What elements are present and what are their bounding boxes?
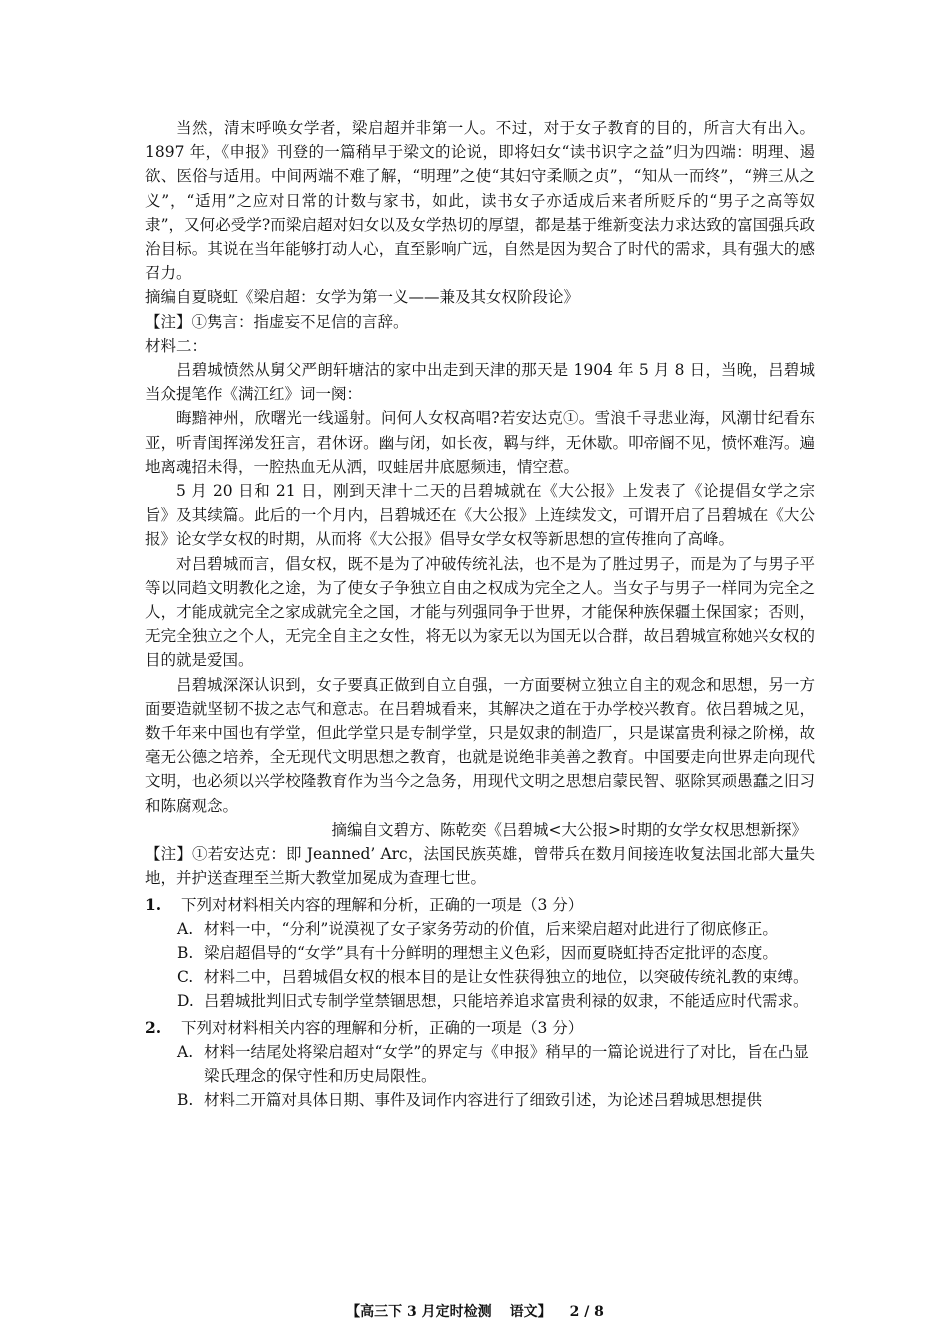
- note-material2: 【注】①若安达克：即 Jeanned’ Arc，法国民族英雄，曾带兵在数月间接连收复法国北部大量失地，并护送查理至兰斯大教堂加冕成为查理七世。: [145, 845, 815, 888]
- option-text: 材料二中，吕碧城倡女权的根本目的是让女性获得独立的地位，以突破传统礼教的束缚。: [204, 968, 809, 987]
- option-1b: [145, 941, 815, 965]
- option-1d: [145, 989, 815, 1013]
- option-2b: [145, 1088, 815, 1112]
- note-material1: 【注】①隽言：指虚妄不足信的言辞。: [145, 312, 409, 331]
- paragraph-material2-p3: 5 月 20 日和 21 日，刚到天津十二天的吕碧城就在《大公报》上发表了《论提倡女学之宗旨》及其续篇。此后的一个月内，吕碧城还在《大公报》上连续发文，可谓开启了吕碧城在《大公报》论女学女权的时期，从而将《大公报》倡导女学女权等新思想的宣传推向了高峰。: [145, 482, 815, 549]
- page-footer: [0, 1301, 950, 1321]
- paragraph-material1-end: 当然，清末呼唤女学者，梁启超并非第一人。不过，对于女子教育的目的，所言大有出入。1897 年，《申报》刊登的一篇稍早于梁文的论说，即将妇女“读书识字之益”归为四端：明理、遏欲、医俗与适用。中间两端不难了解，“明理”之使“其妇守柔顺之贞”，“知从一而终”，“辨三从之义”，“适用”之应对日常的计数与家书，如此，读书女子亦适成后来者所贬斥的“男子之高等奴隶”，又何必受学?而梁启超对妇女以及女学热切的厚望，都是基于维新变法力求达致的富国强兵政治目标。其说在当年能够打动人心，直至影响广远，自然是因为契合了时代的需求，具有强大的感召力。: [145, 119, 815, 283]
- footer-subject: 语文】: [509, 1304, 552, 1320]
- option-text: 材料一结尾处将梁启超对“女学”的界定与《申报》稍早的一篇论说进行了对比，旨在凸显梁氏理念的保守性和历史局限性。: [204, 1042, 809, 1085]
- paragraph-material2-p5: 吕碧城深深认识到，女子要真正做到自立自强，一方面要树立独立自主的观念和思想，另一方面要造就坚韧不拔之志气和意志。在吕碧城看来，其解决之道在于办学校兴教育。依吕碧城之见，数千年来中国也有学堂，但此学堂只是专制学堂，只是奴隶的制造厂，只是谋富贵利禄之阶梯，故毫无公德之培养，全无现代文明思想之教育，也就是说绝非美善之教育。中国要走向世界走向现代文明，也必须以兴学校隆教育作为当今之急务，用现代文明之思想启蒙民智、驱除冥顽愚蠢之旧习和陈腐观念。: [145, 675, 815, 815]
- option-letter: C.: [177, 968, 194, 987]
- material2-label: 材料二：: [145, 336, 208, 355]
- footer-page-number: 2 / 8: [569, 1304, 604, 1320]
- option-2a: [145, 1040, 815, 1088]
- option-text: 材料一中，“分利”说漠视了女子家务劳动的价值，后来梁启超对此进行了彻底修正。: [204, 919, 778, 938]
- option-letter: A.: [177, 1042, 194, 1061]
- option-1c: [145, 965, 815, 989]
- option-letter: D.: [177, 992, 194, 1011]
- paragraph-material2-intro: 吕碧城愤然从舅父严朗轩塘沽的家中出走到天津的那天是 1904 年 5 月 8 日，当晚，吕碧城当众提笔作《满江红》词一阕：: [145, 361, 815, 404]
- question-number: 1.: [145, 894, 162, 914]
- question-stem: 下列对材料相关内容的理解和分析，正确的一项是（3 分）: [181, 1018, 584, 1037]
- option-text: 材料二开篇对具体日期、事件及词作内容进行了细致引述，为论述吕碧城思想提供: [204, 1091, 763, 1110]
- option-text: 吕碧城批判旧式专制学堂禁锢思想，只能培养追求富贵利禄的奴隶，不能适应时代需求。: [204, 992, 809, 1011]
- option-1a: [145, 917, 815, 941]
- question-number: 2.: [145, 1017, 162, 1037]
- question-stem: 下列对材料相关内容的理解和分析，正确的一项是（3 分）: [181, 895, 584, 914]
- option-letter: B.: [177, 943, 194, 962]
- citation-material1: 摘编自夏晓虹《梁启超：女学为第一义——兼及其女权阶段论》: [145, 288, 580, 307]
- poem-manjianghong: 晦黯神州，欣曙光一线遥射。问何人女权高唱?若安达克①。雪浪千寻悲业海，风潮廿纪看东亚，听青闺挥涕发狂言，君休讶。幽与闭，如长夜，羁与绊，无休歇。叩帝阍不见，愤怀难泻。遍地离魂招未得，一腔热血无从洒，叹蛙居井底愿频违，情空惹。: [145, 409, 815, 476]
- question-2: [145, 1016, 815, 1040]
- paragraph-material2-p4: 对吕碧城而言，倡女权，既不是为了冲破传统礼法，也不是为了胜过男子，而是为了与男子平等以同趋文明教化之途，为了使女子争独立自由之权成为完全之人。当女子与男子一样同为完全之人，才能成就完全之家成就完全之国，才能与列强同争于世界，才能保种族保疆土保国家；否则，无完全独立之个人，无完全自主之女性，将无以为家无以为国无以合群，故吕碧城宣称她兴女权的目的就是爱国。: [145, 554, 815, 670]
- exam-content: [145, 116, 815, 1112]
- footer-exam-title: 【高三下 3 月定时检测: [346, 1304, 492, 1320]
- option-text: 梁启超倡导的“女学”具有十分鲜明的理想主义色彩，因而夏晓虹持否定批评的态度。: [204, 943, 778, 962]
- question-1: [145, 893, 815, 917]
- option-letter: A.: [177, 919, 194, 938]
- option-letter: B.: [177, 1091, 194, 1110]
- citation-material2: 摘编自文碧方、陈乾奕《吕碧城<大公报>时期的女学女权思想新探》: [331, 820, 807, 839]
